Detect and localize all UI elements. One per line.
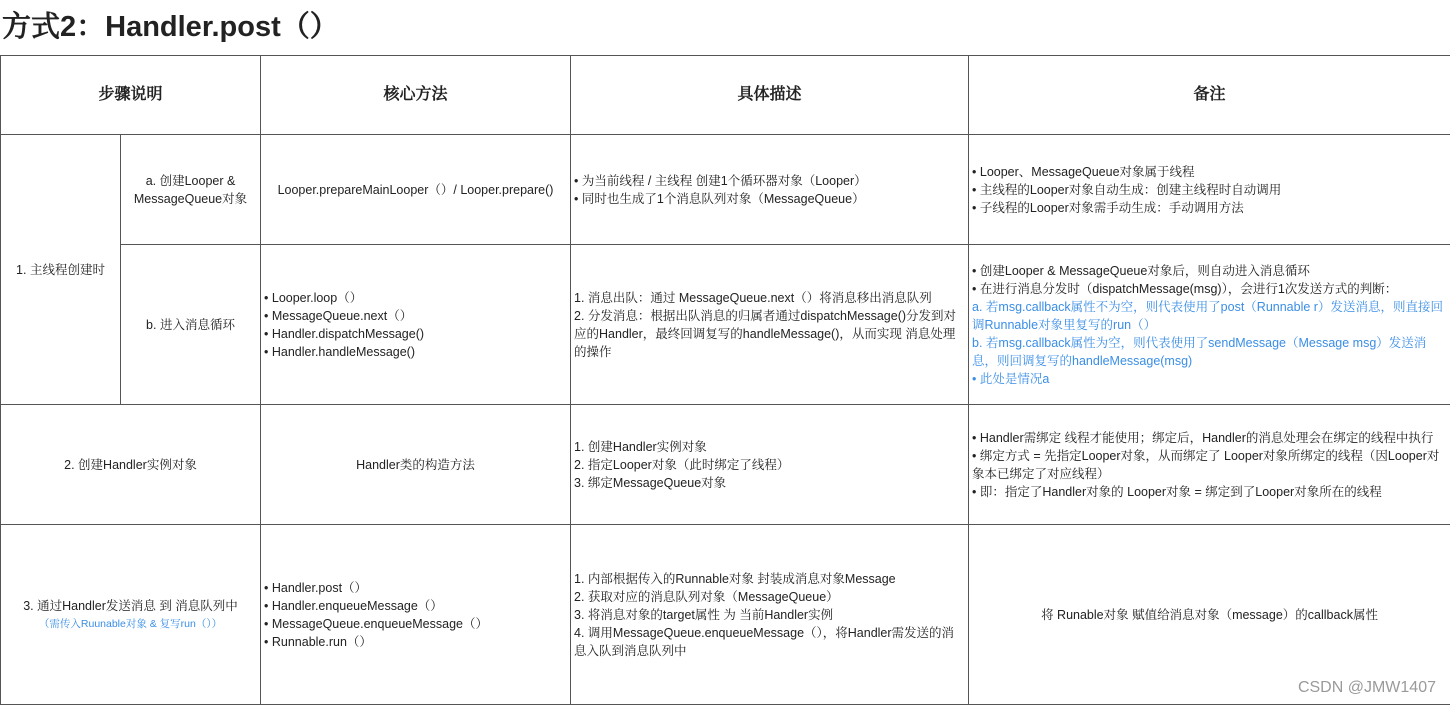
note-cell: [969, 135, 1450, 245]
method-cell: [261, 525, 571, 705]
desc-line: 1. 内部根据传入的Runnable对象 封装成消息对象Message: [574, 571, 896, 586]
note-line: • Handler需绑定 线程才能使用；绑定后，Handler的消息处理会在绑定的线程中执行: [972, 430, 1434, 445]
header-note: 备注: [969, 56, 1450, 135]
header-step: 步骤说明: [1, 56, 261, 135]
step-cell: 1. 主线程创建时: [1, 135, 121, 405]
step-note: （需传入Ruunable对象 & 复写run（））: [38, 617, 223, 630]
note-line: • 即：指定了Handler对象的 Looper对象 = 绑定到了Looper对象所在的线程: [972, 484, 1382, 499]
substep-cell: a. 创建Looper & MessageQueue对象: [121, 135, 261, 245]
step-cell: [1, 525, 261, 705]
desc-line: 2. 获取对应的消息队列对象（MessageQueue）: [574, 589, 839, 604]
handler-post-table: [0, 55, 1450, 705]
method-line: • MessageQueue.enqueueMessage（）: [264, 616, 488, 631]
method-line: • Handler.enqueueMessage（）: [264, 598, 443, 613]
note-line: • 创建Looper & MessageQueue对象后，则自动进入消息循环: [972, 263, 1310, 278]
note-cell: 将 Runable对象 赋值给消息对象（message）的callback属性: [969, 525, 1450, 705]
desc-cell: [571, 405, 969, 525]
method-line: • MessageQueue.next（）: [264, 308, 413, 323]
header-row: [1, 56, 1450, 135]
desc-line: 3. 绑定MessageQueue对象: [574, 475, 727, 490]
note-line-blue: b. 若msg.callback属性为空，则代表使用了sendMessage（Message msg）发送消息，则回调复写的handleMessage(msg): [972, 335, 1427, 368]
note-line: • 绑定方式 = 先指定Looper对象，从而绑定了 Looper对象所绑定的线程（因Looper对象本已绑定了对应线程）: [972, 448, 1440, 481]
method-cell: Handler类的构造方法: [261, 405, 571, 525]
note-line: • 主线程的Looper对象自动生成：创建主线程时自动调用: [972, 182, 1282, 197]
method-cell: Looper.prepareMainLooper（）/ Looper.prepare(): [261, 135, 571, 245]
note-line: • 在进行消息分发时（dispatchMessage(msg)），会进行1次发送方式的判断：: [972, 281, 1398, 296]
note-cell: [969, 405, 1450, 525]
method-line: • Handler.post（）: [264, 580, 368, 595]
note-line: • 子线程的Looper对象需手动生成：手动调用方法: [972, 200, 1244, 215]
method-line: • Runnable.run（）: [264, 634, 372, 649]
step-text: 3. 通过Handler发送消息 到 消息队列中: [23, 598, 238, 613]
method-line: • Handler.dispatchMessage(): [264, 326, 425, 341]
method-line: • Looper.loop（）: [264, 290, 363, 305]
desc-cell: [571, 525, 969, 705]
method-line: • Handler.handleMessage(): [264, 344, 416, 359]
table-row: [1, 245, 1450, 405]
note-line-blue: • 此处是情况a: [972, 371, 1050, 386]
desc-cell: 1. 消息出队：通过 MessageQueue.next（）将消息移出消息队列 2. 分发消息：根据出队消息的归属者通过dispatchMessage()分发到对应的Handler，最终回调复写的handleMessage()，从而实现 消息处理 的操作: [571, 245, 969, 405]
desc-line: 2. 指定Looper对象（此时绑定了线程）: [574, 457, 790, 472]
substep-cell: b. 进入消息循环: [121, 245, 261, 405]
page-title: 方式2：Handler.post（）: [2, 11, 339, 43]
desc-line: 1. 创建Handler实例对象: [574, 439, 707, 454]
note-line-blue: a. 若msg.callback属性不为空，则代表使用了post（Runnable r）发送消息，则直接回调Runnable对象里复写的run（）: [972, 299, 1443, 332]
table-row: [1, 405, 1450, 525]
table-row: [1, 525, 1450, 705]
desc-line: 4. 调用MessageQueue.enqueueMessage（），将Handler需发送的消息入队到消息队列中: [574, 625, 955, 658]
desc-line: • 为当前线程 / 主线程 创建1个循环器对象（Looper）: [574, 173, 867, 188]
desc-line: 3. 将消息对象的target属性 为 当前Handler实例: [574, 607, 834, 622]
note-cell: [969, 245, 1450, 405]
header-desc: 具体描述: [571, 56, 969, 135]
header-method: 核心方法: [261, 56, 571, 135]
method-cell: [261, 245, 571, 405]
step-cell: 2. 创建Handler实例对象: [1, 405, 261, 525]
watermark: CSDN @JMW1407: [1297, 679, 1436, 696]
desc-cell: [571, 135, 969, 245]
desc-line: • 同时也生成了1个消息队列对象（MessageQueue）: [574, 191, 865, 206]
note-line: • Looper、MessageQueue对象属于线程: [972, 164, 1195, 179]
table-row: [1, 135, 1450, 245]
